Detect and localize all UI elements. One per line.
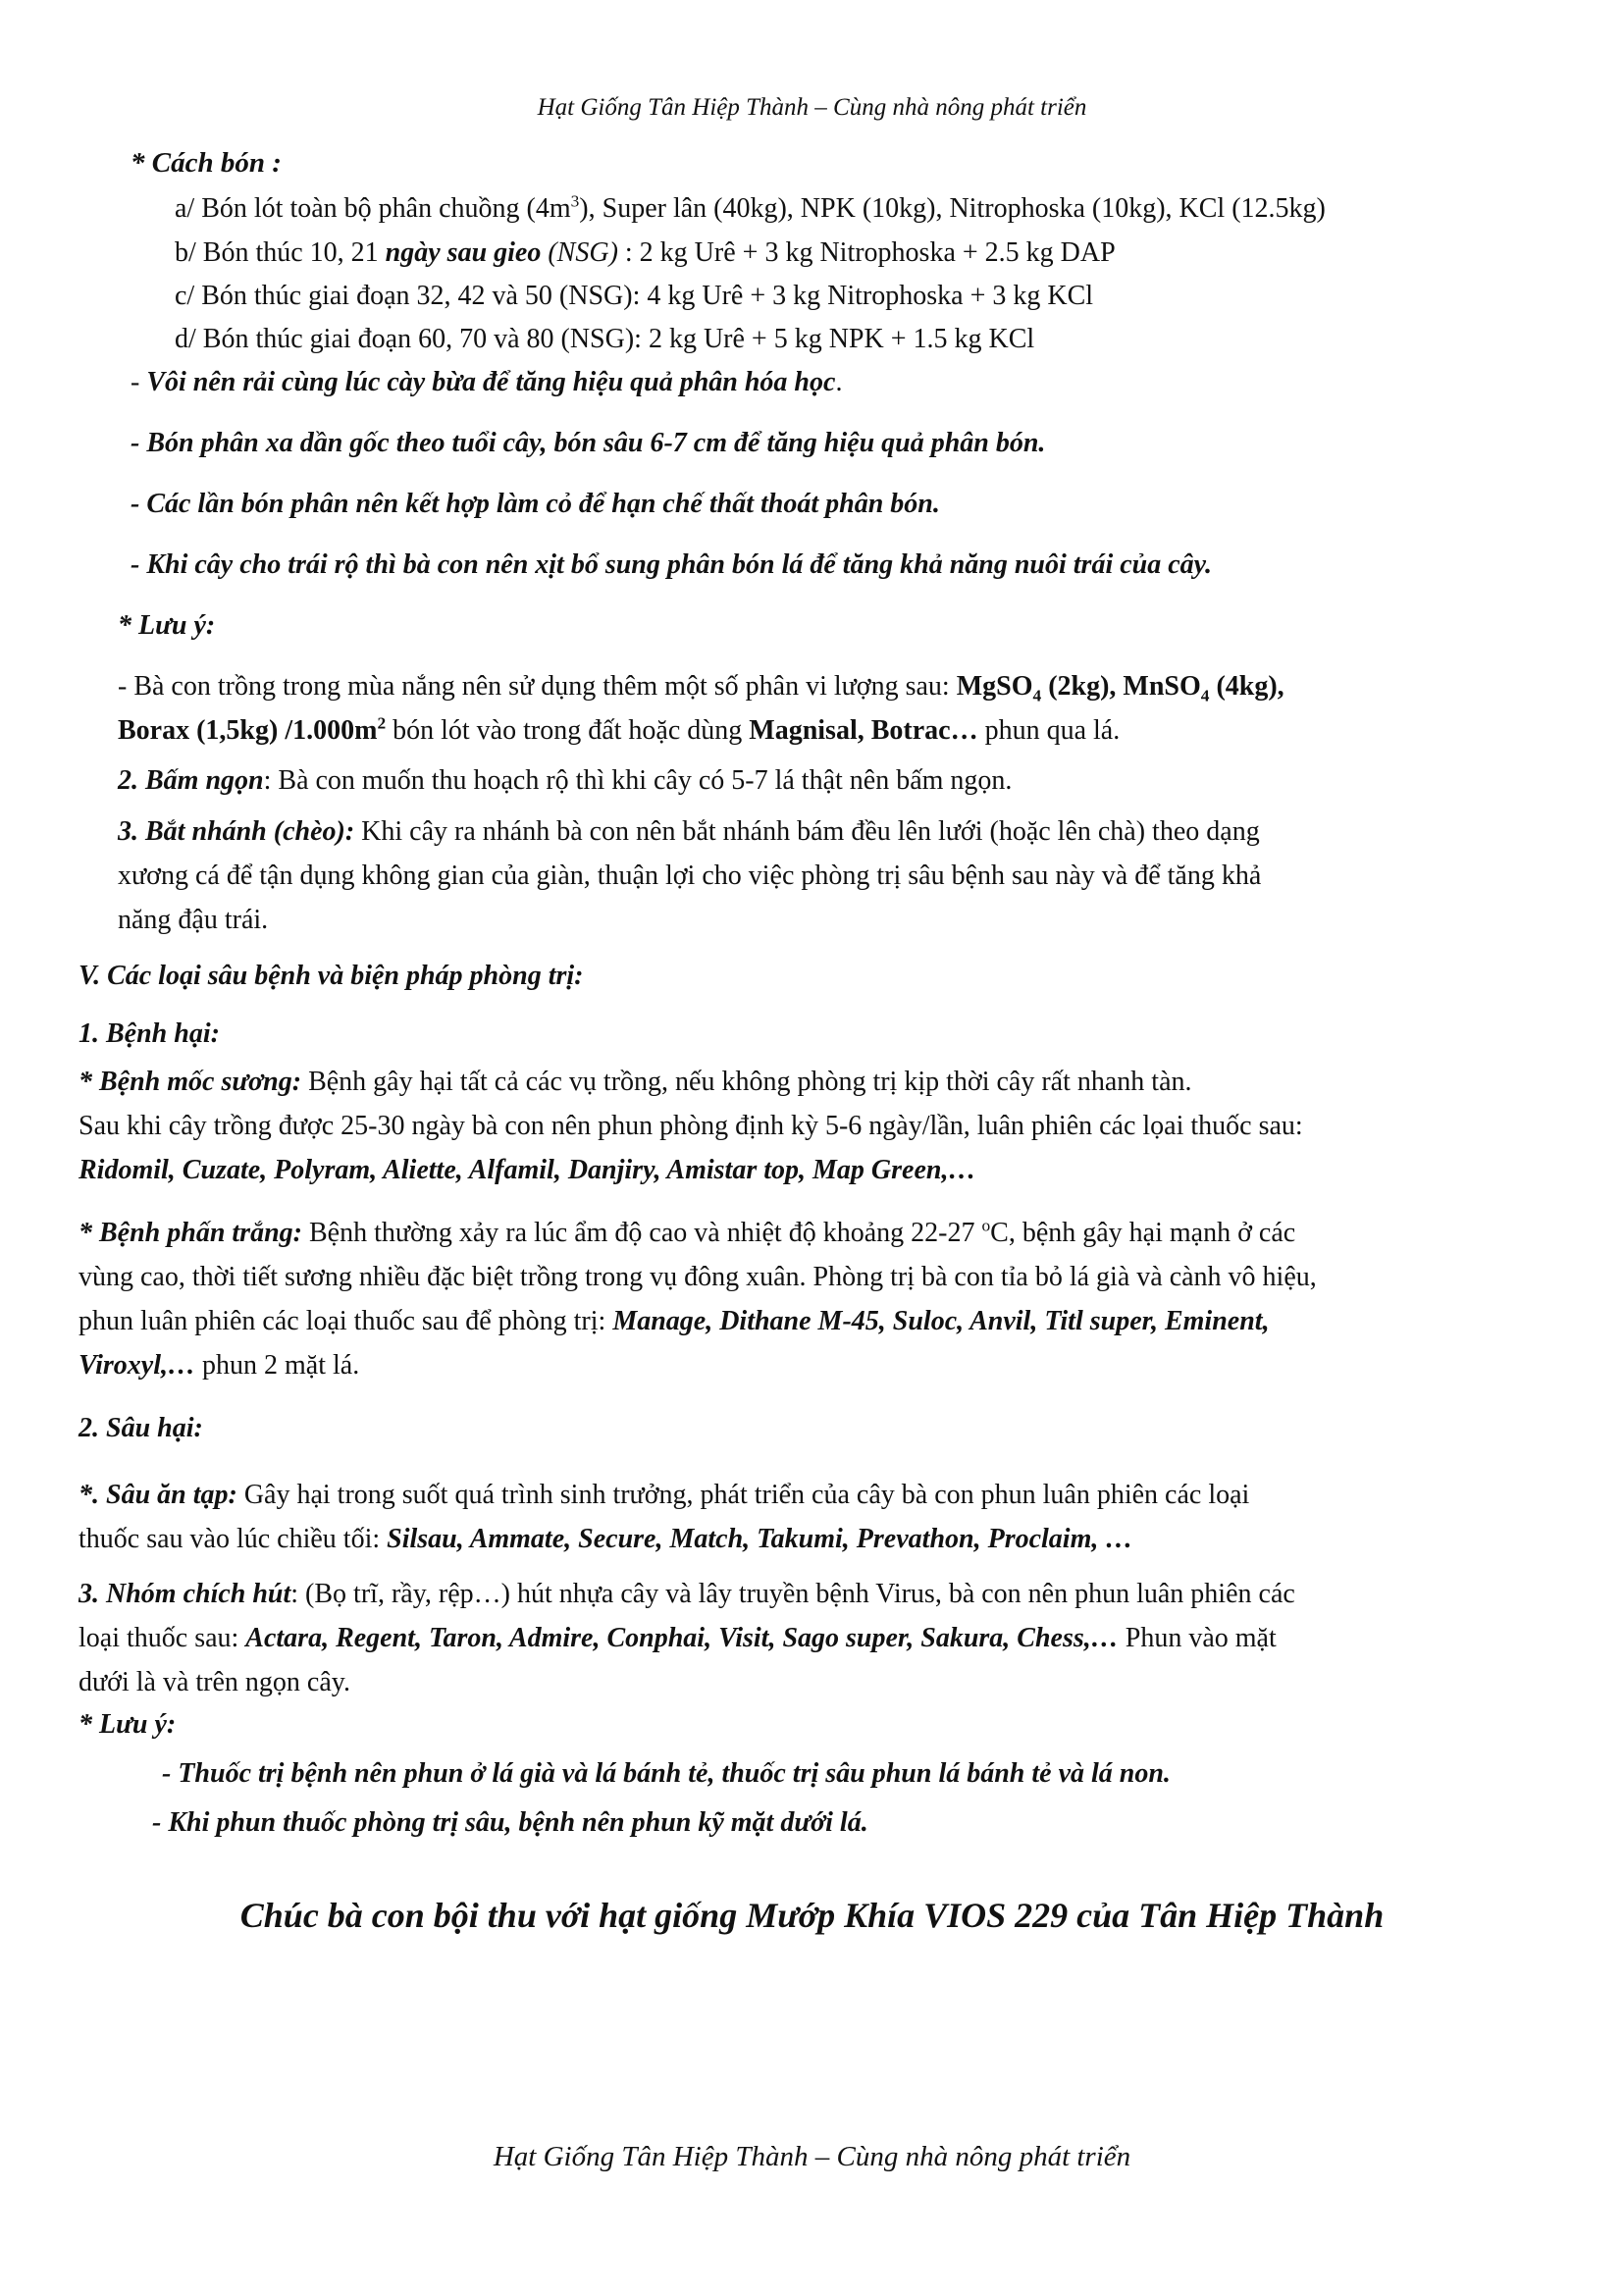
text-run-bold: Borax (1,5kg) /1.000m	[118, 715, 378, 746]
luu-y-2-heading: * Lưu ý:	[79, 1709, 177, 1740]
page-footer: Hạt Giống Tân Hiệp Thành – Cùng nhà nông phát triển	[493, 2141, 1131, 2172]
text-run-bold: Vôi nên rải cùng lúc cày bừa để tăng hiệu quả phân hóa học	[146, 367, 836, 397]
phan-trang-line-2: vùng cao, thời tiết sương nhiều đặc biệt trồng trong vụ đông xuân. Phòng trị bà con tỉa bỏ lá già và cành vô hiệu,	[79, 1262, 1317, 1292]
text-run: -	[131, 367, 147, 397]
text-run: phun 2 mặt lá.	[195, 1350, 360, 1381]
superscript: 2	[377, 713, 387, 733]
text-run: phun luân phiên các loại thuốc sau để phòng trị:	[79, 1306, 613, 1336]
text-run: Khi cây ra nhánh bà con nên bắt nhánh bám đều lên lưới (hoặc lên chà) theo dạng	[354, 816, 1260, 847]
text-run-bold: MgSO	[956, 671, 1033, 702]
benh-hai-heading: 1. Bệnh hại:	[79, 1018, 220, 1049]
text-run-bold: Actara, Regent, Taron, Admire, Conphai, Visit, Sago super, Sakura, Chess,…	[245, 1623, 1119, 1653]
phan-trang-line-1	[79, 1216, 1296, 1248]
text-run: C, bệnh gây hại mạnh ở các	[990, 1218, 1296, 1248]
text-run-bold: 2. Bấm ngọn	[118, 765, 264, 796]
text-run-bold: ngày sau gieo	[385, 237, 542, 268]
chich-hut-line-3: dưới là và trên ngọn cây.	[79, 1667, 350, 1697]
note-1	[131, 369, 842, 396]
subscript: 4	[1200, 686, 1210, 705]
text-run-bold: * Bệnh mốc sương:	[79, 1067, 302, 1097]
subscript: 4	[1032, 686, 1042, 705]
moc-suong-line-2: Sau khi cây trồng được 25-30 ngày bà con nên phun phòng định kỳ 5-6 ngày/lần, luân phiên các lọai thuốc sau:	[79, 1111, 1303, 1141]
text-run: ), Super lân (40kg), NPK (10kg), Nitrophoska (10kg), KCl (12.5kg)	[579, 193, 1326, 224]
text-run: Bệnh gây hại tất cả các vụ trồng, nếu không phòng trị kịp thời cây rất nhanh tàn.	[301, 1067, 1192, 1097]
text-run: a/ Bón lót toàn bộ phân chuồng (4m	[175, 193, 571, 224]
text-run: loại thuốc sau:	[79, 1623, 246, 1653]
note-2: - Bón phân xa dần gốc theo tuổi cây, bón sâu 6-7 cm để tăng hiệu quả phân bón.	[131, 428, 1046, 458]
sau-an-tap-line-2	[79, 1526, 1132, 1553]
cach-bon-heading: * Cách bón :	[131, 147, 282, 179]
moc-suong-line-3: Ridomil, Cuzate, Polyram, Aliette, Alfamil, Danjiry, Amistar top, Map Green,…	[79, 1155, 976, 1185]
luu-y-line-1	[118, 671, 1284, 705]
text-run: Bệnh thường xảy ra lúc ẩm độ cao và nhiệt độ khoảng 22-27	[301, 1218, 982, 1248]
chich-hut-line-2	[79, 1625, 1277, 1652]
luu-y-2-line-2: - Khi phun thuốc phòng trị sâu, bệnh nên phun kỹ mặt dưới lá.	[152, 1807, 868, 1838]
text-run: phun qua lá.	[977, 715, 1121, 746]
bat-nhanh-line-3: năng đậu trái.	[118, 905, 269, 935]
luu-y-2-line-1: - Thuốc trị bệnh nên phun ở lá già và lá bánh tẻ, thuốc trị sâu phun lá bánh tẻ và lá non.	[162, 1758, 1171, 1789]
text-run: .	[835, 367, 843, 397]
phan-trang-line-4	[79, 1352, 359, 1380]
bat-nhanh-line-2: xương cá để tận dụng không gian của giàn, thuận lợi cho việc phòng trị sâu bệnh sau này và để tăng khả	[118, 861, 1262, 891]
text-run: : 2 kg Urê + 3 kg Nitrophoska + 2.5 kg DAP	[617, 237, 1116, 268]
text-run: : (Bọ trĩ, rầy, rệp…) hút nhựa cây và lây truyền bệnh Virus, bà con nên phun luân phiên các	[290, 1579, 1295, 1609]
closing-message: Chúc bà con bội thu với hạt giống Mướp Khía VIOS 229 của Tân Hiệp Thành	[239, 1896, 1385, 1935]
superscript: o	[981, 1216, 991, 1235]
text-run-bold: (4kg),	[1209, 671, 1284, 702]
sau-hai-heading: 2. Sâu hại:	[79, 1413, 203, 1443]
cach-bon-a	[175, 191, 1326, 224]
text-run: - Bà con trồng trong mùa nắng nên sử dụng thêm một số phân vi lượng sau:	[118, 671, 957, 702]
text-run-bold: * Bệnh phấn trắng:	[79, 1218, 302, 1248]
phan-trang-line-3	[79, 1308, 1270, 1335]
page-header: Hạt Giống Tân Hiệp Thành – Cùng nhà nông phát triển	[537, 94, 1087, 121]
text-run: thuốc sau vào lúc chiều tối:	[79, 1524, 388, 1554]
text-run: Gây hại trong suốt quá trình sinh trưởng, phát triển của cây bà con phun luân phiên các loại	[236, 1480, 1250, 1510]
superscript: 3	[570, 191, 580, 211]
text-run-bold: Manage, Dithane M-45, Suloc, Anvil, Titl super, Eminent,	[612, 1306, 1270, 1336]
luu-y-heading: * Lưu ý:	[118, 610, 216, 641]
text-run-bold: 3. Bắt nhánh (chèo):	[118, 816, 355, 847]
text-run-bold: *. Sâu ăn tạp:	[79, 1480, 237, 1510]
text-run-italic: (NSG)	[541, 237, 618, 268]
text-run: b/ Bón thúc 10, 21	[175, 237, 386, 268]
text-run-bold: Magnisal, Botrac…	[749, 715, 978, 746]
cach-bon-c: c/ Bón thúc giai đoạn 32, 42 và 50 (NSG): 4 kg Urê + 3 kg Nitrophoska + 3 kg KCl	[175, 281, 1094, 311]
chich-hut-line-1	[79, 1581, 1295, 1608]
text-run-bold: (2kg), MnSO	[1041, 671, 1201, 702]
bat-nhanh-line-1	[118, 818, 1260, 846]
note-4: - Khi cây cho trái rộ thì bà con nên xịt bổ sung phân bón lá để tăng khả năng nuôi trái của cây.	[131, 549, 1213, 580]
text-run-bold: Silsau, Ammate, Secure, Match, Takumi, Prevathon, Proclaim, …	[387, 1524, 1133, 1554]
text-run: Phun vào mặt	[1118, 1623, 1277, 1653]
text-run-bold: Viroxyl,…	[79, 1350, 196, 1381]
bam-ngon	[118, 767, 1012, 795]
note-3: - Các lần bón phân nên kết hợp làm cỏ để hạn chế thất thoát phân bón.	[131, 489, 940, 519]
text-run-bold: 3. Nhóm chích hút	[79, 1579, 291, 1609]
section-v-heading: V. Các loại sâu bệnh và biện pháp phòng trị:	[79, 961, 584, 991]
cach-bon-d: d/ Bón thúc giai đoạn 60, 70 và 80 (NSG): 2 kg Urê + 5 kg NPK + 1.5 kg KCl	[175, 324, 1035, 354]
luu-y-line-2	[118, 713, 1121, 746]
sau-an-tap-line-1	[79, 1482, 1249, 1509]
text-run: : Bà con muốn thu hoạch rộ thì khi cây có 5-7 lá thật nên bấm ngọn.	[263, 765, 1013, 796]
text-run: bón lót vào trong đất hoặc dùng	[386, 715, 750, 746]
cach-bon-b	[175, 239, 1116, 267]
moc-suong-line-1	[79, 1069, 1192, 1096]
